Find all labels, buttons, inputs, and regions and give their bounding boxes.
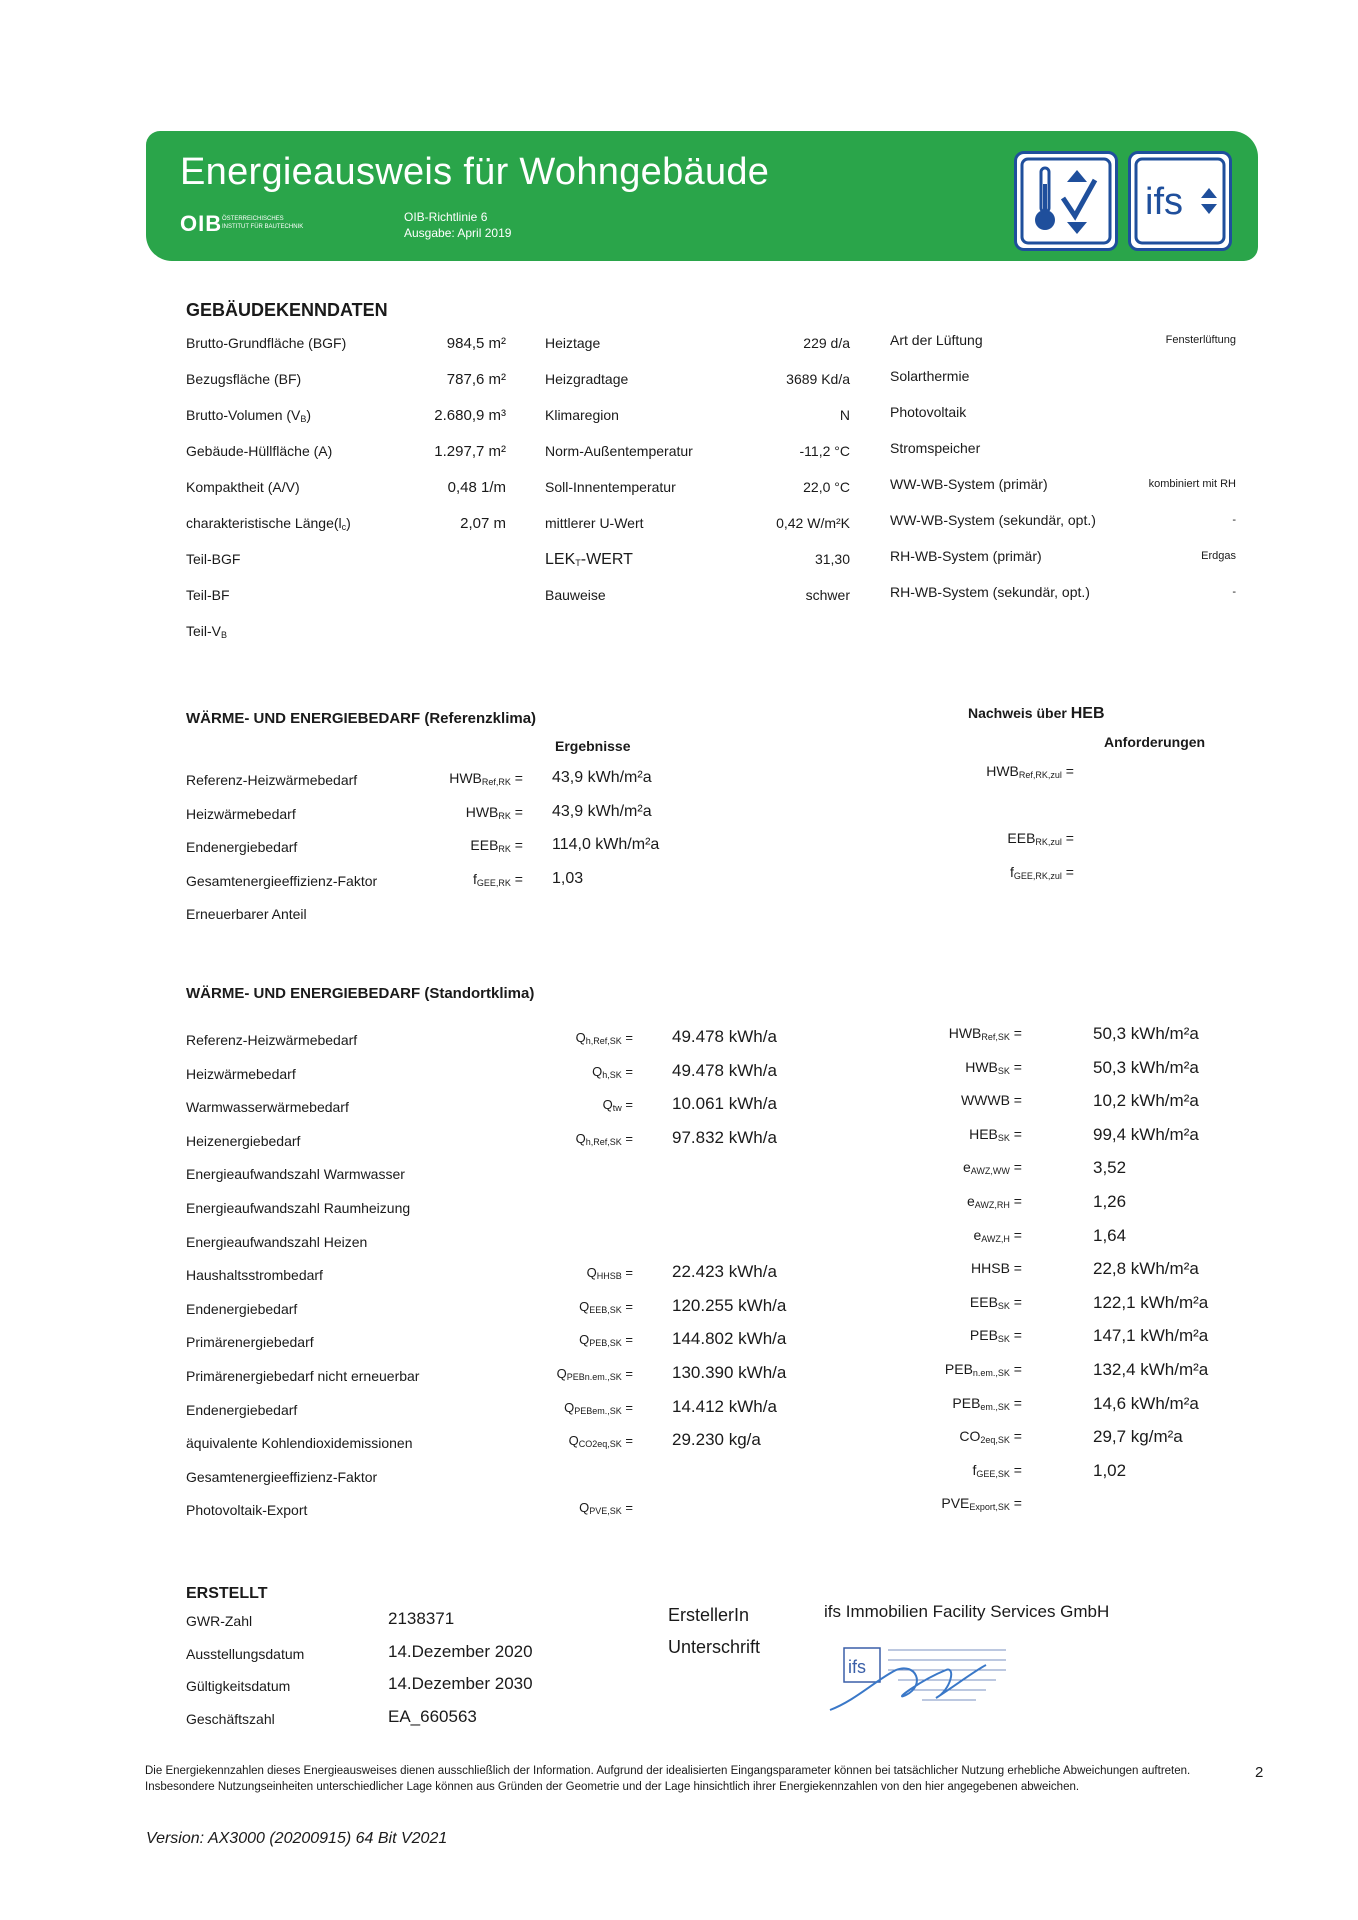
standort-q-symbol: $Q_{PEBem.,SK}$ = xyxy=(564,1399,633,1416)
gebaeude-value: schwer xyxy=(805,587,850,603)
standort-q-symbol: $Q_{h,SK}$ = xyxy=(592,1063,633,1080)
standort-value: 50,3 kWh/m²a xyxy=(1093,1057,1199,1077)
standort-value: 29,7 kg/m²a xyxy=(1093,1427,1183,1447)
label-text: Norm-Außentemperatur xyxy=(545,443,693,459)
symbol-subscript: h,Ref,SK xyxy=(585,1136,622,1147)
symbol: Q xyxy=(592,1063,603,1079)
ersteller-label: ErstellerIn xyxy=(668,1605,750,1625)
standort-q-value: 120.255 kWh/a xyxy=(672,1295,787,1315)
standort-q-value: 144.802 kWh/a xyxy=(672,1329,787,1349)
gebaeude-label xyxy=(186,335,346,351)
header-banner xyxy=(146,131,1258,261)
standort-symbol: $e_{AWZ,WW}$ = xyxy=(962,1159,1022,1177)
gebaeude-label xyxy=(545,587,606,603)
gebaeude-label xyxy=(186,479,300,495)
symbol: CO xyxy=(959,1428,981,1445)
standort-q-symbol: $Q_{PEBn.em.,SK}$ = xyxy=(556,1366,633,1382)
gebaeude-value: 0,42 W/m²K xyxy=(776,515,850,531)
gebaeude-value: 0,48 1/m xyxy=(447,479,506,496)
standort-label: Endenergiebedarf xyxy=(186,1401,298,1418)
symbol: e xyxy=(962,1159,971,1176)
gebaeude-label: Solarthermie xyxy=(890,368,970,384)
referenz-symbol: $HWB_{Ref,RK}$ = xyxy=(449,770,523,787)
standort-symbol: $PEB_{em.,SK}$ = xyxy=(952,1394,1022,1412)
standort-q-value: 97.832 kWh/a xyxy=(672,1127,777,1147)
symbol-subscript: 2eq,SK xyxy=(980,1435,1010,1446)
results-header: Ergebnisse xyxy=(555,738,631,754)
gebaeude-value: 1.297,7 m² xyxy=(434,443,506,460)
symbol: HWB xyxy=(948,1025,982,1041)
symbol-subscript: tw xyxy=(612,1103,622,1114)
erstellt-label: Ausstellungsdatum xyxy=(186,1645,305,1662)
standort-symbol: $PEB_{SK}$ = xyxy=(969,1327,1022,1345)
gebaeude-label xyxy=(186,587,230,603)
symbol: Q xyxy=(586,1265,597,1281)
symbol: Q xyxy=(564,1399,575,1415)
gebaeude-value: 229 d/a xyxy=(803,335,850,351)
symbol: Q xyxy=(575,1030,586,1045)
standort-q-value: 49.478 kWh/a xyxy=(672,1060,777,1080)
label-text: mittlerer U-Wert xyxy=(545,515,644,531)
erstellt-value: EA_660563 xyxy=(388,1706,477,1726)
gebaeude-value: - xyxy=(1232,586,1236,598)
standort-q-value: 130.390 kWh/a xyxy=(672,1363,787,1382)
symbol: PEB xyxy=(969,1327,998,1344)
symbol-subscript: AWZ,H xyxy=(981,1233,1010,1244)
gebaeude-value: kombiniert mit RH xyxy=(1148,478,1236,490)
symbol: WWWB xyxy=(960,1092,1010,1109)
standort-value: 1,64 xyxy=(1093,1225,1127,1245)
gebaeude-label xyxy=(186,407,311,424)
symbol-subscript: AWZ,WW xyxy=(970,1166,1010,1177)
label-text: Teil-BF xyxy=(186,587,230,603)
standort-value: 3,52 xyxy=(1093,1158,1127,1178)
label-text: Teil-V xyxy=(186,623,222,639)
symbol: Q xyxy=(556,1366,567,1381)
gebaeude-label xyxy=(186,551,240,567)
referenz-label: Erneuerbarer Anteil xyxy=(186,906,307,922)
nachweis-label: Nachweis über HEB xyxy=(968,705,1105,722)
standort-label: äquivalente Kohlendioxidemissionen xyxy=(186,1435,413,1452)
gebaeude-label: WW-WB-System (primär) xyxy=(890,476,1048,492)
oib-logo: OIB xyxy=(180,211,223,236)
standort-q-symbol: $Q_{CO2eq,SK}$ = xyxy=(568,1433,633,1450)
gebaeude-label xyxy=(545,407,619,423)
label-text: Bauweise xyxy=(545,587,606,603)
gebaeude-value: 2.680,9 m³ xyxy=(434,407,506,424)
symbol-subscript: PEBn.em.,SK xyxy=(566,1372,622,1382)
erstellt-label: GWR-Zahl xyxy=(186,1613,253,1629)
symbol-subscript: CO2eq,SK xyxy=(578,1439,622,1450)
thermometer-check-icon xyxy=(1014,151,1118,251)
symbol-subscript: GEE,SK xyxy=(976,1468,1010,1479)
label-text: Gebäude-Hüllfläche (A) xyxy=(186,443,333,459)
standort-q-symbol: $Q_{PVE,SK}$ = xyxy=(579,1500,633,1517)
gebaeude-label xyxy=(545,443,693,459)
standort-symbol: WWWB = xyxy=(960,1092,1022,1109)
standort-q-symbol: $Q_{EEB,SK}$ = xyxy=(579,1298,633,1315)
standort-symbol: $HWB_{Ref,SK}$ = xyxy=(948,1025,1022,1042)
gebaeude-label xyxy=(545,371,628,387)
label-text: LEK xyxy=(545,551,576,568)
document-title: Energieausweis für Wohngebäude xyxy=(180,151,770,193)
referenz-label: Endenergiebedarf xyxy=(186,839,298,855)
standort-q-symbol: $Q_{h,Ref,SK}$ = xyxy=(575,1030,633,1046)
symbol: EEB xyxy=(969,1293,998,1310)
gebaeude-value: -11,2 °C xyxy=(799,443,850,459)
gebaeude-label xyxy=(545,479,676,495)
erstellt-value: 14.Dezember 2030 xyxy=(388,1674,533,1693)
disclaimer-text: Die Energiekennzahlen dieses Energieausweises dienen ausschließlich der Information. Aufgrund der idealisierten Eingangsparameter können bei tatsächlicher Nutzung erhebliche Abweichungen auftreten. Insbesondere Nutzungseinheiten unterschiedlicher Lage können aus Gründen der Geometrie und der Lage hinsichtlich ihrer Energiekennzahlen von den hier angegebenen abweichen. xyxy=(145,1765,1191,1793)
symbol: HWB xyxy=(986,763,1019,779)
standort-q-symbol: $Q_{h,Ref,SK}$ = xyxy=(575,1130,633,1147)
label-text: Brutto-Grundfläche (BGF) xyxy=(186,335,347,351)
svg-text:ifs: ifs xyxy=(848,1657,866,1677)
symbol: f xyxy=(1010,864,1014,880)
referenz-label: Heizwärmebedarf xyxy=(186,806,296,822)
gebaeude-label xyxy=(186,371,301,387)
gebaeude-label xyxy=(186,443,332,459)
gebaeude-value: 984,5 m² xyxy=(446,335,506,352)
symbol-subscript: SK xyxy=(997,1300,1010,1311)
requirements-header: Anforderungen xyxy=(1104,734,1206,750)
label-tail: -WERT xyxy=(580,551,633,568)
label-subscript: B xyxy=(300,414,307,424)
symbol-subscript: Ref,RK,zul xyxy=(1018,770,1062,780)
referenz-label: Referenz-Heizwärmebedarf xyxy=(186,772,358,788)
symbol: Q xyxy=(575,1130,586,1146)
symbol: e xyxy=(966,1193,975,1209)
ifs-logo-icon xyxy=(1128,151,1232,251)
symbol-subscript: SK xyxy=(997,1334,1010,1345)
symbol: Q xyxy=(579,1332,590,1348)
symbol-subscript: PEB,SK xyxy=(589,1338,622,1349)
symbol-subscript: n.em.,SK xyxy=(972,1368,1010,1378)
label-text: Heizgradtage xyxy=(545,371,629,387)
standort-q-symbol: $Q_{PEB,SK}$ = xyxy=(579,1332,633,1349)
guideline-info xyxy=(404,209,511,241)
symbol: EEB xyxy=(470,837,499,853)
standort-symbol: $EEB_{SK}$ = xyxy=(969,1293,1022,1311)
symbol-subscript: RK,zul xyxy=(1035,837,1062,847)
symbol-subscript: HHSB xyxy=(596,1271,622,1282)
symbol: Q xyxy=(579,1298,590,1314)
erstellt-label: Gültigkeitsdatum xyxy=(186,1678,291,1694)
standort-value: 22,8 kWh/m²a xyxy=(1093,1259,1199,1279)
symbol-subscript: Ref,SK xyxy=(981,1032,1010,1042)
gebaeude-label: Stromspeicher xyxy=(890,440,981,456)
symbol: HWB xyxy=(465,804,499,820)
gebaeude-value: 3689 Kd/a xyxy=(786,371,850,387)
erstellt-label: Geschäftszahl xyxy=(186,1710,275,1727)
page-number: 2 xyxy=(1255,1764,1264,1781)
standort-value: 122,1 kWh/m²a xyxy=(1093,1292,1209,1312)
label-tail: ) xyxy=(306,407,312,423)
label-text: Kompaktheit (A/V) xyxy=(186,479,300,495)
guideline: OIB-Richtlinie 6 xyxy=(404,210,488,224)
gebaeude-label xyxy=(186,515,351,532)
symbol: Q xyxy=(568,1433,579,1449)
symbol-subscript: GEE,RK xyxy=(476,878,511,888)
standort-label: Gesamtenergieeffizienz-Faktor xyxy=(186,1468,378,1485)
gebaeude-value: - xyxy=(1232,514,1236,526)
symbol-subscript: SK xyxy=(997,1065,1010,1076)
symbol: Q xyxy=(602,1097,613,1113)
standort-value: 1,02 xyxy=(1093,1460,1127,1480)
symbol-subscript: h,Ref,SK xyxy=(585,1036,622,1046)
standort-value: 147,1 kWh/m²a xyxy=(1093,1326,1209,1346)
referenz-symbol: $EEB_{RK}$ = xyxy=(470,837,523,854)
symbol-subscript: PVE,SK xyxy=(589,1506,622,1517)
symbol: HWB xyxy=(449,770,482,786)
label-subscript: T xyxy=(575,558,581,568)
gebaeude-label: RH-WB-System (sekundär, opt.) xyxy=(890,584,1090,600)
gebaeude-label xyxy=(545,515,644,531)
erstellt-value: 2138371 xyxy=(388,1609,455,1628)
oib-institute-name: ÖSTERREICHISCHES INSTITUT FÜR BAUTECHNIK xyxy=(222,216,304,230)
requirement-symbol: $EEB_{RK,zul}$ = xyxy=(1007,830,1074,847)
unterschrift-label: Unterschrift xyxy=(668,1637,761,1657)
standort-symbol: $f_{GEE,SK}$ = xyxy=(972,1461,1022,1479)
standort-label: Photovoltaik-Export xyxy=(186,1502,308,1519)
standort-q-symbol: $Q_{tw}$ = xyxy=(602,1097,633,1114)
symbol: HHSB xyxy=(971,1260,1010,1277)
label-subscript: c xyxy=(341,522,347,532)
gebaeude-value: 2,07 m xyxy=(460,515,506,532)
svg-text:ifs: ifs xyxy=(1145,181,1183,223)
referenz-value: 114,0 kWh/m²a xyxy=(552,836,660,853)
gebaeude-value: 31,30 xyxy=(814,551,850,567)
symbol-subscript: EEB,SK xyxy=(589,1304,622,1315)
standort-label: Energieaufwandszahl Raumheizung xyxy=(186,1200,411,1216)
gebaeude-label xyxy=(186,623,227,640)
gebaeude-label xyxy=(545,551,633,569)
standort-q-value: 29.230 kg/a xyxy=(672,1430,761,1450)
referenz-value: 1,03 xyxy=(552,870,584,887)
standort-value: 1,26 xyxy=(1093,1192,1127,1211)
referenz-symbol: $HWB_{RK}$ = xyxy=(465,804,523,821)
standort-label: Energieaufwandszahl Warmwasser xyxy=(186,1166,405,1183)
label-subscript: B xyxy=(221,630,228,640)
symbol: HEB xyxy=(969,1125,998,1142)
edition: Ausgabe: April 2019 xyxy=(404,226,512,240)
standort-label: Referenz-Heizwärmebedarf xyxy=(186,1032,358,1048)
ersteller-value: ifs Immobilien Facility Services GmbH xyxy=(824,1602,1110,1621)
standort-symbol: $e_{AWZ,H}$ = xyxy=(973,1226,1022,1244)
label-text: charakteristische Länge(l xyxy=(186,515,342,531)
section-title-gebaeude: GEBÄUDEKENNDATEN xyxy=(186,300,388,320)
symbol-subscript: RK xyxy=(498,811,511,821)
standort-q-value: 14.412 kWh/a xyxy=(672,1396,777,1416)
gebaeude-value: Erdgas xyxy=(1201,550,1236,562)
label-text: Heiztage xyxy=(545,335,601,351)
company-stamp-signature xyxy=(826,1640,1016,1720)
symbol-subscript: Ref,RK xyxy=(481,777,511,787)
label-text: Bezugsfläche (BF) xyxy=(186,371,302,387)
standort-label: Primärenergiebedarf nicht erneuerbar xyxy=(186,1368,420,1384)
gebaeude-label: Art der Lüftung xyxy=(890,332,983,348)
label-text: Brutto-Volumen (V xyxy=(186,407,301,423)
symbol: PEB xyxy=(952,1394,981,1411)
standort-value: 99,4 kWh/m²a xyxy=(1093,1124,1199,1144)
standort-label: Heizenergiebedarf xyxy=(186,1132,301,1149)
symbol: PVE xyxy=(941,1495,970,1512)
standort-label: Energieaufwandszahl Heizen xyxy=(186,1233,368,1250)
gebaeude-label: Photovoltaik xyxy=(890,404,967,420)
standort-symbol: $CO_{2eq,SK}$ = xyxy=(959,1428,1022,1446)
label-text: Teil-BGF xyxy=(186,551,241,567)
erstellt-value: 14.Dezember 2020 xyxy=(388,1641,533,1661)
gebaeude-label: RH-WB-System (primär) xyxy=(890,548,1042,564)
symbol: f xyxy=(972,1461,977,1478)
symbol-subscript: em.,SK xyxy=(980,1401,1010,1412)
standort-q-value: 10.061 kWh/a xyxy=(672,1094,777,1114)
referenz-value: 43,9 kWh/m²a xyxy=(552,769,652,786)
gebaeude-label xyxy=(545,335,600,351)
gebaeude-value: N xyxy=(839,407,850,423)
standort-label: Haushaltsstrombedarf xyxy=(186,1267,323,1284)
section-title-referenz: WÄRME- UND ENERGIEBEDARF (Referenzklima) xyxy=(186,710,537,727)
standort-symbol: $HEB_{SK}$ = xyxy=(969,1125,1022,1143)
symbol-subscript: PEBem.,SK xyxy=(574,1405,622,1416)
gebaeude-value: 22,0 °C xyxy=(803,479,850,495)
standort-symbol: $PEB_{n.em.,SK}$ = xyxy=(944,1361,1022,1378)
label-text: Soll-Innentemperatur xyxy=(545,479,676,495)
symbol-subscript: AWZ,RH xyxy=(974,1200,1010,1210)
standort-label: Primärenergiebedarf xyxy=(186,1334,314,1351)
symbol-subscript: GEE,RK,zul xyxy=(1013,871,1062,881)
section-title-standort: WÄRME- UND ENERGIEBEDARF (Standortklima) xyxy=(186,985,535,1002)
gebaeude-label: WW-WB-System (sekundär, opt.) xyxy=(890,512,1096,528)
gebaeude-value: 787,6 m² xyxy=(446,371,506,388)
symbol: PEB xyxy=(944,1361,973,1377)
standort-value: 50,3 kWh/m²a xyxy=(1093,1024,1199,1043)
standort-symbol: $e_{AWZ,RH}$ = xyxy=(966,1193,1022,1210)
referenz-label: Gesamtenergieeffizienz-Faktor xyxy=(186,873,378,889)
standort-q-value: 49.478 kWh/a xyxy=(672,1027,777,1046)
requirement-symbol: $HWB_{Ref,RK,zul}$ = xyxy=(986,763,1074,780)
gebaeude-value: Fensterlüftung xyxy=(1165,334,1236,346)
standort-q-value: 22.423 kWh/a xyxy=(672,1262,777,1282)
requirement-symbol: $f_{GEE,RK,zul}$ = xyxy=(1010,864,1074,881)
symbol-subscript: RK xyxy=(498,844,511,854)
symbol-subscript: Export,SK xyxy=(969,1502,1010,1513)
symbol: EEB xyxy=(1007,830,1036,846)
symbol: e xyxy=(973,1226,982,1243)
symbol: Q xyxy=(579,1500,590,1516)
standort-value: 10,2 kWh/m²a xyxy=(1093,1091,1199,1111)
symbol-subscript: SK xyxy=(997,1132,1010,1143)
standort-label: Endenergiebedarf xyxy=(186,1300,298,1317)
standort-q-symbol: $Q_{HHSB}$ = xyxy=(586,1265,633,1282)
symbol: f xyxy=(473,871,477,887)
standort-symbol: HHSB = xyxy=(971,1260,1022,1277)
label-tail: ) xyxy=(346,515,351,531)
symbol: HWB xyxy=(965,1058,998,1075)
standort-value: 14,6 kWh/m²a xyxy=(1093,1393,1199,1413)
standort-label: Warmwasserwärmebedarf xyxy=(186,1099,349,1116)
software-version: Version: AX3000 (20200915) 64 Bit V2021 xyxy=(146,1830,448,1847)
standort-symbol: $PVE_{Export,SK}$ = xyxy=(941,1495,1022,1513)
standort-value: 132,4 kWh/m²a xyxy=(1093,1360,1209,1379)
standort-label: Heizwärmebedarf xyxy=(186,1065,296,1082)
symbol-subscript: h,SK xyxy=(602,1069,622,1080)
referenz-value: 43,9 kWh/m²a xyxy=(552,803,652,820)
section-title-erstellt: ERSTELLT xyxy=(186,1585,268,1602)
referenz-symbol: $f_{GEE,RK}$ = xyxy=(473,871,523,888)
label-text: Klimaregion xyxy=(545,407,619,423)
standort-symbol: $HWB_{SK}$ = xyxy=(965,1058,1022,1076)
